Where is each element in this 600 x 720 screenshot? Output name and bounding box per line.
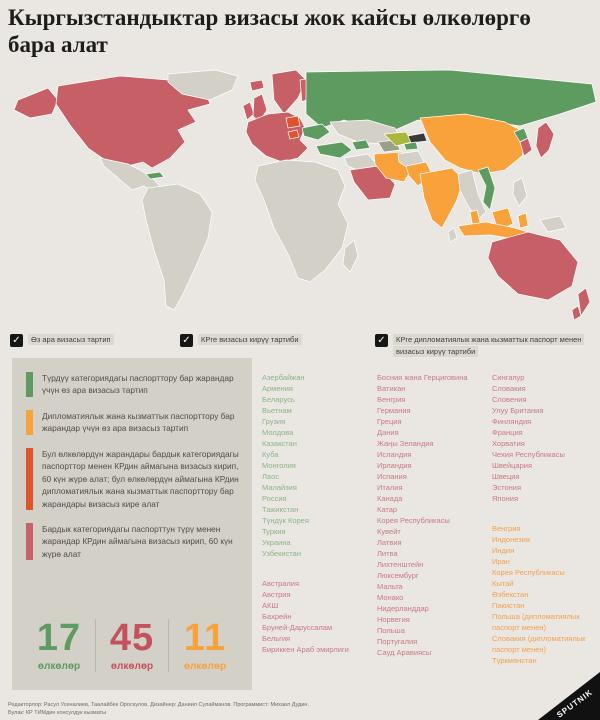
country-item: Нидерланддар xyxy=(377,604,429,613)
counter xyxy=(95,619,168,672)
country-item: Венгрия xyxy=(492,524,521,533)
country-item: Чехия Республикасы xyxy=(492,450,565,459)
filter-label: КРге дипломатиялык жана кызматтык паспорт менен визасыз кирүү тартиби xyxy=(393,334,585,357)
checkbox-icon[interactable]: ✓ xyxy=(375,334,388,347)
map-region-hungary xyxy=(288,130,299,139)
legend-color-bar xyxy=(26,372,33,397)
country-item: Германия xyxy=(377,406,411,415)
credits-line-2: Булак: КР ТИМдин консулдук кызматы xyxy=(8,710,107,717)
legend-color-bar xyxy=(26,523,33,560)
country-column-3 xyxy=(492,372,600,666)
country-item: Азербайжан xyxy=(262,373,305,382)
country-item: Бахрейн xyxy=(262,612,292,621)
country-item: Өзбекстан xyxy=(492,590,529,599)
country-item: Монголия xyxy=(262,461,296,470)
map-region-papua xyxy=(540,216,566,232)
country-item: Латвия xyxy=(377,538,402,547)
country-item: Лихтенштейн xyxy=(377,560,424,569)
country-item: Япония xyxy=(492,494,519,503)
credits-line-1: Редакторлор: Расул Усеналиев, Таалайбек Ороскулов. Дизайнер: Даниил Сулайманов. Программист: Михаил Дудин. xyxy=(8,702,309,708)
map-region-japan xyxy=(536,122,554,158)
legend-text: Бул өлкөлөрдүн жарандары бардык категориядагы паспорттор менен КРдин аймагына визасыз кирип, 60 күн жүрө алат; бул өлкөлөрдүн аймагына КРдин дипломатиялык жана кызматтык паспорттору бар жарандары визасыз кире алат xyxy=(42,448,239,509)
country-item: Франция xyxy=(492,428,523,437)
country-item: Бруней-Даруссалам xyxy=(262,623,333,632)
legend-item xyxy=(26,372,240,397)
country-item: Босния жана Герциговина xyxy=(377,373,468,382)
counter-label: өлкөлөр xyxy=(37,661,81,672)
country-item: Малайзия xyxy=(262,483,297,492)
legend-list xyxy=(12,358,252,560)
country-item: Польша xyxy=(377,626,405,635)
country-item: Жаңы Зеландия xyxy=(377,439,434,448)
country-item: Бириккен Араб эмирлиги xyxy=(262,645,349,654)
country-item: Швейцария xyxy=(492,461,533,470)
country-item: Кытай xyxy=(492,579,514,588)
country-item: Норвегия xyxy=(377,615,410,624)
world-map-svg xyxy=(0,68,600,330)
list-spacer xyxy=(262,559,374,578)
country-item: Пакистан xyxy=(492,601,525,610)
country-item: Австрия xyxy=(262,590,291,599)
country-item: Люксембург xyxy=(377,571,419,580)
legend-text: Түрдүү категориядагы паспорттору бар жарандар үчүн өз ара визасыз тартип xyxy=(42,373,234,396)
counter xyxy=(23,619,95,672)
country-item: Хорватия xyxy=(492,439,525,448)
country-item: Греция xyxy=(377,417,402,426)
country-item: Сауд Аравиясы xyxy=(377,648,432,657)
counter-label: өлкөлөр xyxy=(183,661,227,672)
map-region-iceland xyxy=(250,80,264,91)
country-item: Бельгия xyxy=(262,634,291,643)
country-item: Туркия xyxy=(262,527,286,536)
legend-color-bar xyxy=(26,410,33,435)
country-item: Молдова xyxy=(262,428,294,437)
checkbox-icon[interactable]: ✓ xyxy=(10,334,23,347)
checkbox-icon[interactable]: ✓ xyxy=(180,334,193,347)
country-item: Индонезия xyxy=(492,535,530,544)
filter-mutual-visa-free[interactable] xyxy=(10,334,160,347)
country-item: Лаос xyxy=(262,472,280,481)
country-item: Узбекистан xyxy=(262,549,301,558)
counter-value: 11 xyxy=(183,617,227,659)
country-item: Португалия xyxy=(377,637,418,646)
map-region-madagascar xyxy=(343,240,358,272)
footer-credits xyxy=(8,701,309,718)
map-region-africa xyxy=(255,160,348,282)
country-item: Иран xyxy=(492,557,510,566)
legend-item xyxy=(26,523,240,560)
country-item: Словения xyxy=(492,395,527,404)
country-item: Словакия (дипломатиялык паспорт менен) xyxy=(492,634,586,654)
legend-text: Дипломатиялык жана кызматтык паспорттору бар жарандар үчүн өз ара визасыз тартип xyxy=(42,410,235,434)
counter-label: өлкөлөр xyxy=(110,661,154,672)
legend-item xyxy=(26,448,240,510)
country-item: АКШ xyxy=(262,601,279,610)
country-item: Финляндия xyxy=(492,417,532,426)
filter-label: КРге визасыз кирүү тартиби xyxy=(198,334,302,346)
country-item: Ватикан xyxy=(377,384,406,393)
country-item: Австралия xyxy=(262,579,300,588)
country-item: Мальта xyxy=(377,582,403,591)
country-item: Швеция xyxy=(492,472,520,481)
map-region-philippines xyxy=(513,178,527,206)
map-region-india xyxy=(420,168,464,228)
map-region-poland xyxy=(286,116,300,128)
country-item: Эстония xyxy=(492,483,522,492)
country-item: Литва xyxy=(377,549,398,558)
counter xyxy=(168,619,241,672)
page-title: Кыргызстандыктар визасы жок кайсы өлкөлөргө бара алат xyxy=(8,5,531,58)
map-region-kyrgyzstan xyxy=(408,133,427,143)
country-column-1 xyxy=(262,372,374,655)
map-region-sulawesi xyxy=(518,213,528,228)
country-item: Казакстан xyxy=(262,439,297,448)
country-item: Канада xyxy=(377,494,403,503)
filter-label: Өз ара визасыз тартип xyxy=(28,334,114,346)
sputnik-logo xyxy=(538,670,600,720)
legend-item xyxy=(26,410,240,435)
country-item: Беларусь xyxy=(262,395,295,404)
legend-panel xyxy=(12,358,252,690)
list-spacer xyxy=(492,504,600,523)
country-item: Кувейт xyxy=(377,527,401,536)
country-item: Индия xyxy=(492,546,515,555)
country-item: Катар xyxy=(377,505,398,514)
map-region-turkey xyxy=(316,142,352,158)
country-counters xyxy=(12,619,252,672)
country-item: Улуу Британия xyxy=(492,406,544,415)
map-region-sri-lanka xyxy=(448,228,457,242)
country-item: Италия xyxy=(377,483,403,492)
legend-color-bar xyxy=(26,448,33,510)
country-item: Вьетнам xyxy=(262,406,292,415)
country-item: Словакия xyxy=(492,384,526,393)
country-item: Ирландия xyxy=(377,461,412,470)
legend-text: Бардык категориядагы паспорттун түрү менен жарандар КРдин аймагына визасыз кирип, 60 күн жүрө алат xyxy=(42,523,233,559)
country-item: Куба xyxy=(262,450,279,459)
country-item: Сингапур xyxy=(492,373,525,382)
country-item: Тажикстан xyxy=(262,505,299,514)
country-column-2 xyxy=(377,372,489,658)
counter-value: 45 xyxy=(109,617,155,659)
map-region-alaska xyxy=(14,88,58,118)
country-item: Корея Республикасы xyxy=(377,516,450,525)
country-item: Түндүк Корея xyxy=(262,516,309,525)
svg-text:SPUTNIK: SPUTNIK xyxy=(555,687,595,720)
counter-value: 17 xyxy=(36,617,82,659)
country-item: Венгрия xyxy=(377,395,406,404)
map-region-new-zealand xyxy=(572,288,590,320)
filter-entry-to-kr[interactable] xyxy=(180,334,345,347)
map-region-south-america xyxy=(142,184,212,310)
country-item: Түркмөнстан xyxy=(492,656,537,665)
country-item: Монако xyxy=(377,593,404,602)
country-item: Армения xyxy=(262,384,293,393)
country-item: Польша (дипломатиялык паспорт менен) xyxy=(492,612,580,632)
country-item: Исландия xyxy=(377,450,412,459)
map-region-australia xyxy=(488,232,578,300)
country-item: Дания xyxy=(377,428,399,437)
country-item: Испания xyxy=(377,472,407,481)
country-item: Россия xyxy=(262,494,287,503)
filter-diplomatic-passport[interactable] xyxy=(375,334,585,357)
country-item: Грузия xyxy=(262,417,286,426)
map-region-ireland xyxy=(243,102,254,120)
country-item: Украина xyxy=(262,538,291,547)
world-map xyxy=(0,68,600,330)
country-item: Корея Республикасы xyxy=(492,568,565,577)
